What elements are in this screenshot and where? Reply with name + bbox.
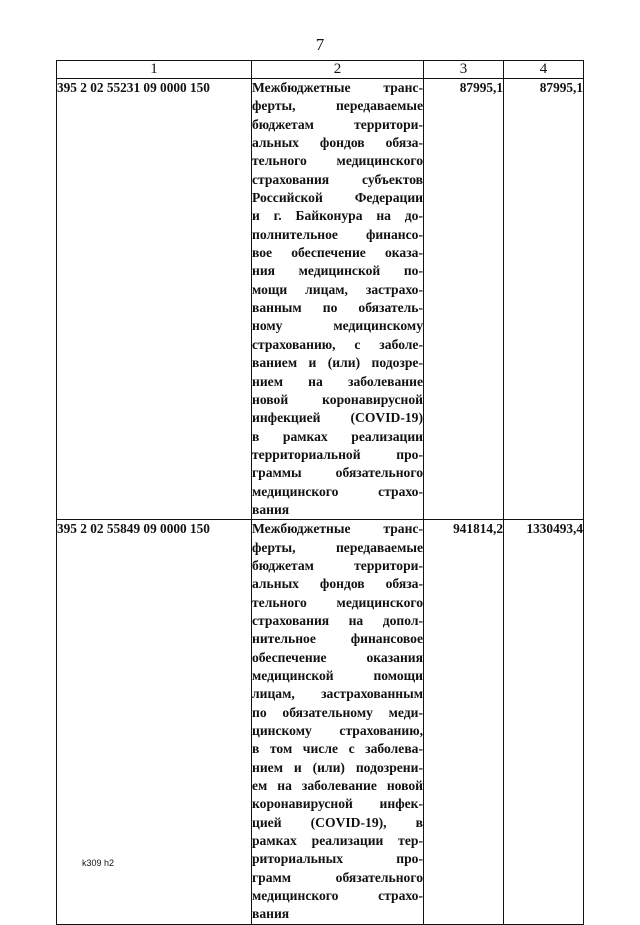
amount-col3: 941814,2: [424, 520, 504, 925]
description-line: риториальных про-: [252, 851, 423, 867]
description-line: страхования субъектов: [252, 171, 423, 187]
description-line: медицинской помощи: [252, 668, 423, 683]
row-description: [252, 79, 424, 520]
description-line: новой коронавирусной: [252, 391, 423, 407]
budget-classification-code: 395 2 02 55231 09 0000 150: [57, 79, 252, 520]
description-line: в рамках реализации: [252, 428, 423, 444]
description-line: нием на заболевание: [252, 373, 423, 389]
description-line: ванным по обязатель-: [252, 300, 423, 316]
description-line: грамм обязательного: [252, 869, 423, 885]
budget-classification-code: 395 2 02 55849 09 0000 150: [57, 520, 252, 925]
column-number-2: 2: [252, 61, 424, 79]
description-line: тельного медицинского: [252, 153, 423, 169]
description-line: инфекцией (COVID-19): [252, 410, 423, 426]
description-line: страхованию, с заболе-: [252, 336, 423, 352]
page-number: 7: [315, 35, 325, 54]
description-line: граммы обязательного: [252, 465, 423, 481]
description-line: вания: [252, 501, 290, 517]
description-line: вое обеспечение оказа-: [252, 245, 423, 261]
description-line: Межбюджетные транс-: [252, 521, 423, 537]
description-line: мощи лицам, застрахо-: [252, 281, 423, 297]
description-line: медицинского страхо-: [252, 888, 423, 904]
description-line: Российской Федерации: [252, 190, 423, 206]
column-number-3: 3: [424, 61, 504, 79]
amount-col3: 87995,1: [424, 79, 504, 520]
footer-document-code: k309 h2: [82, 858, 115, 868]
description-line: бюджетам территори-: [252, 557, 423, 573]
table-row: [57, 520, 584, 925]
description-line: бюджетам территори-: [252, 116, 423, 132]
description-line: ному медицинскому: [252, 318, 423, 334]
budget-table: [56, 60, 584, 925]
description-line: коронавирусной инфек-: [252, 796, 423, 812]
description-line: страхования на допол-: [252, 612, 423, 628]
description-line: ванием и (или) подозре-: [252, 355, 423, 371]
description-line: ферты, передаваемые: [252, 539, 423, 555]
description-line: по обязательному меди-: [252, 704, 423, 720]
description-line: ем на заболевание новой: [252, 778, 423, 794]
description-line: и г. Байконура на до-: [252, 208, 423, 224]
description-line: территориальной про-: [252, 446, 423, 462]
description-line: цинскому страхованию,: [252, 723, 423, 739]
row-description: [252, 520, 424, 925]
description-line: тельного медицинского: [252, 594, 423, 610]
description-line: альных фондов обяза-: [252, 576, 423, 592]
description-line: ферты, передаваемые: [252, 98, 423, 114]
description-line: цией (COVID-19), в: [252, 814, 423, 830]
description-line: альных фондов обяза-: [252, 135, 423, 151]
description-line: нием и (или) подозрени-: [252, 759, 423, 775]
description-line: полнительное финансо-: [252, 226, 423, 242]
description-line: медицинского страхо-: [252, 483, 423, 499]
description-line: ния медицинской по-: [252, 263, 423, 279]
column-number-header-row: [57, 61, 584, 79]
table-row: [57, 79, 584, 520]
amount-col4: 1330493,4: [504, 520, 584, 925]
column-number-1: 1: [57, 61, 252, 79]
column-number-4: 4: [504, 61, 584, 79]
description-line: обеспечение оказания: [252, 649, 423, 665]
description-line: Межбюджетные транс-: [252, 80, 423, 95]
description-line: в том числе с заболева-: [252, 741, 423, 757]
description-line: лицам, застрахованным: [252, 686, 423, 702]
description-line: нительное финансовое: [252, 631, 423, 647]
description-line: вания: [252, 906, 290, 922]
description-line: рамках реализации тер-: [252, 833, 423, 849]
amount-col4: 87995,1: [504, 79, 584, 520]
